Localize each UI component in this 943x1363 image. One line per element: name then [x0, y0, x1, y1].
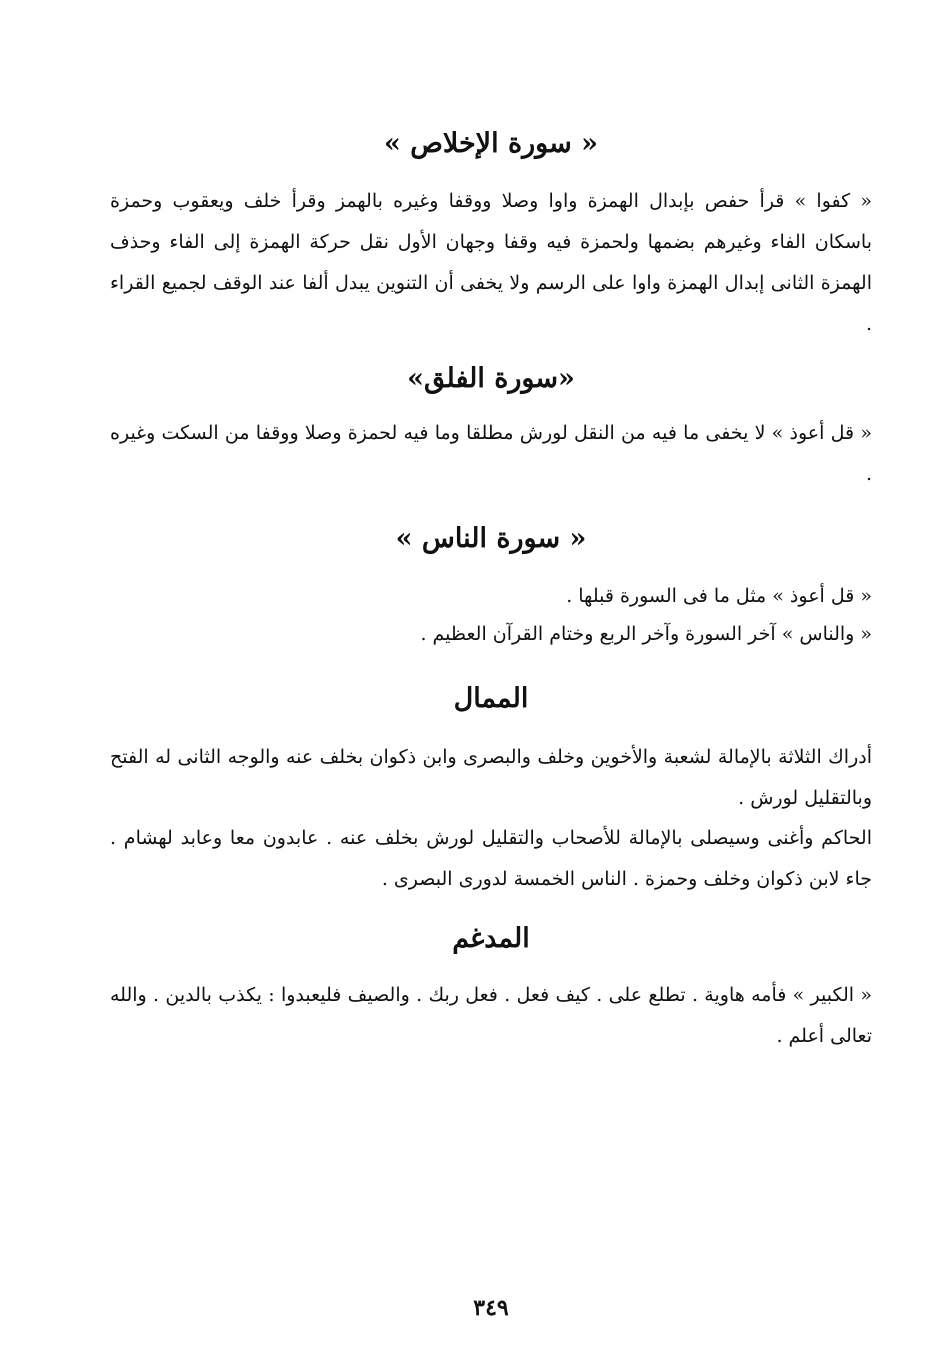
mumal-heading: الممال	[453, 683, 529, 714]
mumal-paragraph-1: أدراك الثلاثة بالإمالة لشعبة والأخوين وخلف والبصرى وابن ذكوان بخلف عنه والوجه الثانى له الفتح وبالتقليل لورش .	[110, 746, 872, 809]
book-page	[110, 0, 872, 1363]
ikhlas-paragraph: « كفوا » قرأ حفص بإبدال الهمزة واوا وصلا ووقفا وغيره بالهمز وقرأ خلف ويعقوب وحمزة باسكان الفاء وغيرهم بضمها ولحمزة فيه وقفا وجهان الأول نقل حركة الهمزة إلى الفاء وحذف الهمزة الثانى إبدال الهمزة واوا على الرسم ولا يخفى أن التنوين يبدل ألفا عند الوقف لجميع القراء .	[110, 190, 872, 335]
nas-line-1: « قل أعوذ » مثل ما فى السورة قبلها .	[566, 585, 872, 607]
surah-al-ikhlas-heading: « سورة الإخلاص »	[383, 128, 599, 159]
mumal-paragraph-2: الحاكم وأغنى وسيصلى بالإمالة للأصحاب والتقليل لورش بخلف عنه . عابدون معا وعابد لهشام . جاء لابن ذكوان وخلف وحمزة . الناس الخمسة لدورى البصرى .	[110, 827, 872, 890]
nas-line-2: « والناس » آخر السورة وآخر الربع وختام القرآن العظيم .	[420, 623, 872, 645]
mudgham-heading: المدغم	[452, 923, 530, 954]
mudgham-paragraph: « الكبير » فأمه هاوية . تطلع على . كيف فعل . فعل ربك . والصيف فليعبدوا : يكذب بالدين . والله تعالى أعلم .	[110, 984, 872, 1047]
surah-an-nas-heading: « سورة الناس »	[395, 523, 587, 554]
page-number: ٣٤٩	[473, 1295, 509, 1321]
surah-al-falaq-heading: «سورة الفلق»	[407, 363, 575, 394]
falaq-paragraph: « قل أعوذ » لا يخفى ما فيه من النقل لورش مطلقا وما فيه لحمزة وصلا ووقفا من السكت وغيره .	[110, 422, 872, 485]
